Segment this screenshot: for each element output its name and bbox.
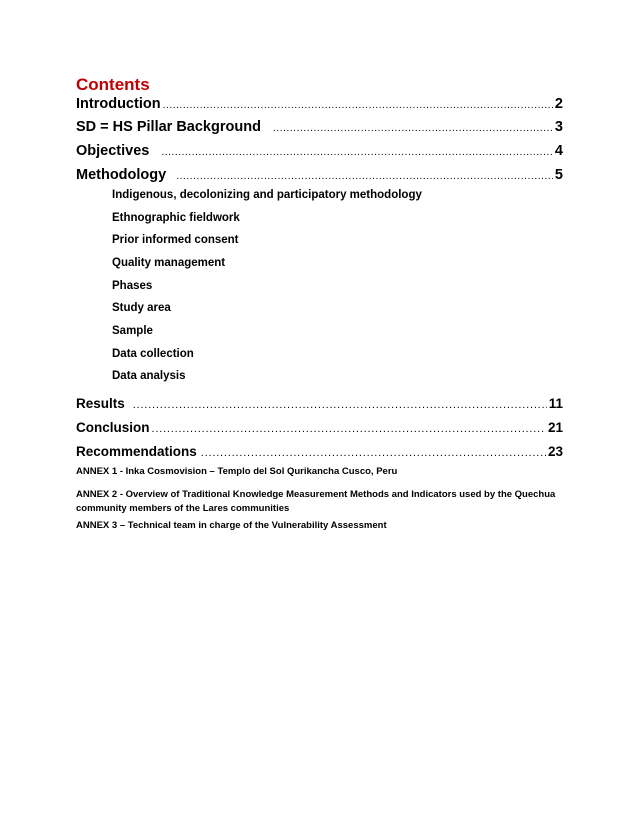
toc-entry-label: Objectives — [76, 143, 150, 159]
dot-leader — [161, 144, 553, 162]
toc-page-number: 23 — [547, 444, 563, 459]
dot-leader — [133, 396, 547, 414]
toc-entry-label: Methodology — [76, 167, 167, 183]
toc-page-number: 21 — [547, 420, 563, 435]
toc-entry-methodology[interactable] — [76, 166, 563, 186]
toc-page-number: 4 — [554, 143, 563, 159]
toc-subentry-indigenous-methodology[interactable]: Indigenous, decolonizing and participatory methodology — [112, 189, 422, 201]
toc-page-number: 11 — [548, 396, 563, 411]
toc-entry-label: Recommendations — [76, 444, 197, 459]
toc-subentry-prior-informed-consent[interactable]: Prior informed consent — [112, 234, 239, 246]
toc-entry-label: Introduction — [76, 96, 161, 112]
toc-entry-label: Conclusion — [76, 420, 150, 435]
toc-subentry-study-area[interactable]: Study area — [112, 302, 171, 314]
toc-entry-label: Results — [76, 396, 125, 411]
toc-page-number: 5 — [554, 167, 563, 183]
dot-leader — [152, 420, 546, 438]
toc-entry-introduction[interactable] — [76, 95, 563, 115]
toc-page-number: 2 — [554, 96, 563, 112]
toc-annex-1[interactable]: ANNEX 1 - Inka Cosmovision – Templo del Sol Qurikancha Cusco, Peru — [76, 466, 398, 477]
toc-subentry-data-collection[interactable]: Data collection — [112, 348, 194, 360]
dot-leader — [163, 97, 553, 115]
toc-entry-results[interactable] — [76, 395, 563, 414]
toc-entry-recommendations[interactable] — [76, 443, 563, 462]
toc-entry-label: SD = HS Pillar Background — [76, 119, 261, 135]
dot-leader — [273, 120, 553, 138]
toc-entry-objectives[interactable] — [76, 142, 563, 162]
toc-page-number: 3 — [554, 119, 563, 135]
toc-annex-3[interactable]: ANNEX 3 – Technical team in charge of the Vulnerability Assessment — [76, 520, 387, 531]
contents-heading: Contents — [76, 75, 150, 94]
dot-leader — [176, 168, 553, 186]
toc-subentry-quality-management[interactable]: Quality management — [112, 257, 226, 269]
toc-entry-conclusion[interactable] — [76, 419, 563, 438]
toc-subentry-data-analysis[interactable]: Data analysis — [112, 370, 186, 382]
toc-subentry-ethnographic-fieldwork[interactable]: Ethnographic fieldwork — [112, 212, 240, 224]
toc-entry-sd-hs-pillar-background[interactable] — [76, 118, 563, 138]
toc-subentry-phases[interactable]: Phases — [112, 280, 153, 292]
toc-subentry-sample[interactable]: Sample — [112, 325, 153, 337]
dot-leader — [201, 444, 546, 462]
toc-annex-2[interactable]: ANNEX 2 - Overview of Traditional Knowledge Measurement Methods and Indicators used by the Quechua community members of the Lares communities — [76, 489, 556, 514]
